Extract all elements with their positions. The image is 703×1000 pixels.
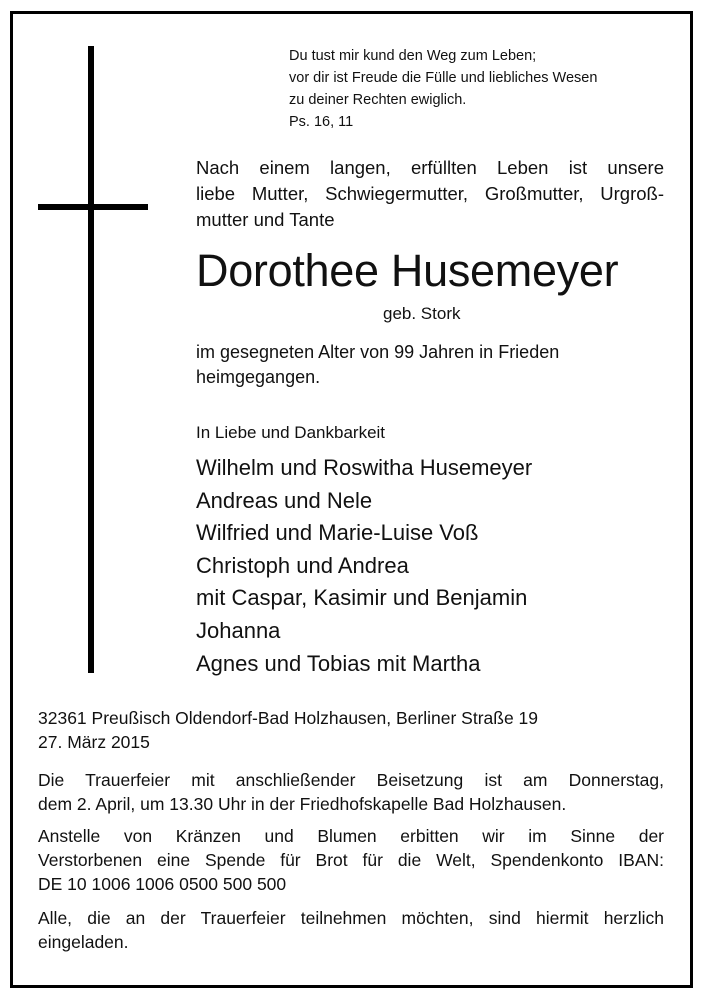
psalm-line: Du tust mir kund den Weg zum Leben; [289,48,537,64]
age-paragraph [196,340,636,390]
address-line: 32361 Preußisch Oldendorf-Bad Holzhausen, Berliner Straße 19 [38,708,538,728]
age-line: heimgegangen. [196,367,321,387]
cross-vertical-bar [88,46,94,673]
age-line: im gesegneten Alter von 99 Jahren in Frieden [196,342,560,362]
funeral-line: Die Trauerfeier mit anschließender Beisetzung ist am Donnerstag, [38,770,664,790]
deceased-name: Dorothee Husemeyer [196,245,619,296]
address-block [38,706,538,754]
mourner-entry: mit Caspar, Kasimir und Benjamin [196,585,528,611]
donation-line: Verstorbenen eine Spende für Brot für die Welt, Spendenkonto IBAN: [38,850,664,870]
psalm-reference: Ps. 16, 11 [289,114,354,130]
mourner-entry: Wilfried und Marie-Luise Voß [196,520,479,546]
mourner-entry: Wilhelm und Roswitha Husemeyer [196,455,533,480]
intro-line: liebe Mutter, Schwiegermutter, Großmutter, Urgroß- [196,183,664,204]
invitation-line: Alle, die an der Trauerfeier teilnehmen möchten, sind hiermit herzlich [38,908,664,928]
invitation-paragraph [38,906,664,954]
obituary-date: 27. März 2015 [38,732,150,752]
invitation-line: eingeladen. [38,932,129,952]
psalm-line: zu deiner Rechten ewiglich. [289,92,467,108]
mourners-list [196,452,532,680]
mourner-entry: Agnes und Tobias mit Martha [196,650,481,676]
funeral-paragraph [38,768,664,816]
cross-horizontal-bar [38,204,148,210]
intro-paragraph [196,155,664,233]
birth-name: geb. Stork [383,304,461,323]
funeral-line: dem 2. April, um 13.30 Uhr in der Friedhofskapelle Bad Holzhausen. [38,794,567,814]
psalm-line: vor dir ist Freude die Fülle und liebliches Wesen [289,70,598,86]
thanks-line: In Liebe und Dankbarkeit [196,423,386,442]
donation-iban: DE 10 1006 1006 0500 500 500 [38,874,287,894]
donation-line: Anstelle von Kränzen und Blumen erbitten wir im Sinne der [38,826,664,846]
donation-paragraph [38,824,664,896]
psalm-quote [289,45,619,133]
intro-line: mutter und Tante [196,209,335,230]
intro-line: Nach einem langen, erfüllten Leben ist unsere [196,157,664,178]
mourner-entry: Johanna [196,617,281,643]
mourner-entry: Andreas und Nele [196,487,373,513]
mourner-entry: Christoph und Andrea [196,552,409,578]
